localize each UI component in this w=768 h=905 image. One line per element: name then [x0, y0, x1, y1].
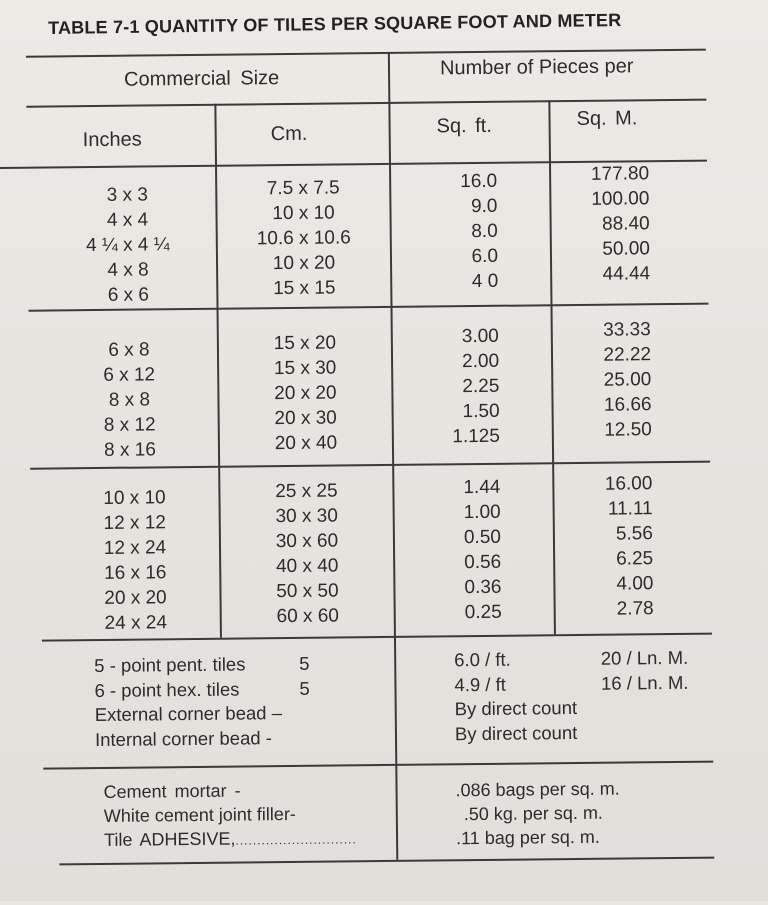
table-cell: 2.00 — [461, 350, 500, 373]
misc-value: By direct count — [454, 696, 578, 720]
table-cell: 4 x 4 — [106, 209, 149, 231]
table-cell: 25.00 — [603, 369, 652, 391]
table-cell: 20 x 30 — [274, 407, 337, 430]
table-cell: 16.00 — [604, 473, 653, 495]
material-label: Cement mortar - — [103, 780, 241, 802]
material-label: White cement joint filler- — [103, 803, 296, 826]
header-commercial-size: Commercial Size — [123, 67, 280, 91]
table-cell: 15 x 20 — [273, 332, 337, 355]
group-1-sqm — [557, 161, 650, 287]
table-cell: 40 x 40 — [275, 555, 339, 578]
misc-value: 20 / Ln. M. — [600, 646, 689, 669]
table-cell: 0.36 — [464, 576, 502, 599]
material-value: .086 bags per sq. m. — [455, 778, 620, 801]
table-cell: 22.22 — [603, 344, 652, 366]
table-cell: 8 x 12 — [103, 414, 156, 436]
group-2-sqm — [559, 317, 652, 443]
table-cell: 100.00 — [591, 188, 650, 210]
table-cell: 10 x 10 — [103, 487, 166, 509]
table-cell: 1.125 — [452, 425, 500, 448]
table-cell: 50 x 50 — [276, 580, 339, 603]
table-cell: 0.50 — [463, 526, 502, 549]
table-cell: 5.56 — [615, 523, 654, 545]
misc-row — [95, 725, 385, 753]
group-2-inches — [59, 337, 200, 463]
material-value: .50 kg. per sq. m. — [463, 802, 603, 825]
table-cell: 10.6 x 10.6 — [256, 227, 351, 250]
group-3-sqm — [560, 471, 654, 622]
table-cell: 50.00 — [602, 238, 651, 260]
table-cell: 33.33 — [603, 319, 651, 341]
table-cell: 1.50 — [462, 400, 500, 423]
table-cell: 0.25 — [464, 601, 502, 624]
table-title: TABLE 7-1 QUANTITY OF TILES PER SQUARE FOOT AND METER — [48, 9, 622, 38]
group-1-sqft — [417, 169, 498, 295]
materials-left — [103, 777, 356, 852]
table-cell: 20 x 20 — [104, 587, 167, 609]
table-cell: 177.80 — [590, 163, 650, 185]
misc-label: Internal corner bead - — [94, 726, 273, 750]
table-cell: 16.66 — [603, 394, 652, 416]
table-cell: 8 x 16 — [103, 439, 156, 461]
group-2-sqft — [419, 324, 500, 450]
table-cell: 8.0 — [471, 220, 498, 243]
material-row — [104, 825, 357, 852]
misc-value: By direct count — [454, 721, 578, 744]
table-cell: 12 x 24 — [103, 537, 167, 559]
misc-value: 16 / Ln. M. — [600, 671, 689, 694]
table-cell: 20 x 20 — [274, 382, 337, 405]
rule-header-split — [26, 99, 706, 108]
table-cell: 11.11 — [607, 498, 653, 520]
table-cell: 0.56 — [464, 551, 502, 574]
rule-vertical-main — [388, 52, 398, 860]
misc-items-mid — [454, 647, 577, 746]
table-cell: 25 x 25 — [275, 480, 338, 503]
group-1-cm — [233, 175, 374, 301]
table-cell: 30 x 30 — [275, 505, 338, 528]
group-2-cm — [235, 330, 376, 456]
rule-vertical-inch-cm — [214, 104, 222, 638]
rule-vertical-sqft-sqm — [548, 100, 556, 634]
table-cell: 20 x 40 — [274, 432, 338, 455]
misc-row — [95, 700, 385, 728]
misc-row — [94, 676, 384, 704]
table-cell: 15 x 30 — [273, 357, 337, 380]
misc-label: 6 - point hex. tiles — [94, 678, 240, 701]
group-3-cm — [236, 478, 378, 629]
table-cell: 2.25 — [462, 375, 500, 398]
misc-num: 5 — [299, 652, 310, 674]
header-number-of-pieces: Number of Pieces per — [439, 55, 634, 80]
materials-right — [455, 777, 620, 851]
header-inches: Inches — [82, 128, 142, 152]
table-cell: 6 x 6 — [107, 284, 150, 306]
table-cell: 4.00 — [616, 573, 654, 595]
table-cell: 24 x 24 — [104, 612, 168, 634]
table-cell: 7.5 x 7.5 — [266, 177, 340, 200]
misc-label: 5 - point pent. tiles — [94, 653, 246, 677]
table-cell: 2.78 — [616, 598, 654, 620]
misc-value: 4.9 / ft — [454, 673, 506, 695]
misc-row — [94, 651, 384, 679]
misc-label: External corner bead – — [94, 702, 283, 726]
table-cell: 60 x 60 — [276, 605, 340, 628]
material-value: .11 bag per sq. m. — [455, 826, 600, 849]
table-cell: 3.00 — [461, 325, 499, 348]
table-cell: 3 x 3 — [106, 184, 149, 206]
table-cell: 15 x 15 — [273, 277, 336, 300]
table-cell: 16 x 16 — [103, 562, 167, 584]
table-cell: 88.40 — [601, 213, 650, 235]
table-cell: 30 x 60 — [275, 530, 339, 553]
header-cm: Cm. — [270, 122, 308, 146]
misc-num: 5 — [299, 677, 310, 699]
misc-items-left — [94, 651, 385, 752]
table-cell: 44.44 — [602, 263, 651, 285]
table-cell: 10 x 10 — [272, 202, 335, 225]
material-label: Tile ADHESIVE, — [103, 828, 236, 850]
misc-items-right — [562, 646, 689, 696]
rule-misc — [43, 761, 713, 770]
group-3-inches — [64, 485, 206, 636]
table-cell: 6 x 12 — [103, 364, 156, 386]
table-cell: 1.00 — [463, 501, 501, 524]
table-cell: 12.50 — [604, 419, 652, 441]
table-cell: 6.0 — [471, 245, 499, 268]
header-sq-m: Sq. M. — [576, 107, 638, 130]
table-cell: 4 ¼ x 4 ¼ — [85, 234, 170, 257]
rule-bottom — [59, 857, 714, 866]
table-cell: 16.0 — [460, 170, 498, 193]
table-cell: 1.44 — [463, 476, 501, 499]
table-cell: 10 x 20 — [272, 252, 336, 275]
table-cell: 4 x 8 — [107, 259, 149, 281]
table-cell: 6.25 — [616, 548, 654, 570]
misc-value: 6.0 / ft. — [454, 648, 511, 671]
dotted-leader: ............................ — [235, 832, 357, 848]
table-cell: 8 x 8 — [108, 389, 151, 411]
header-sq-ft: Sq. ft. — [436, 114, 492, 138]
group-3-sqft — [420, 475, 502, 626]
table-cell: 6 x 8 — [108, 339, 150, 361]
table-cell: 9.0 — [470, 195, 498, 218]
table-cell: 4 0 — [471, 270, 499, 293]
table-cell: 12 x 12 — [103, 512, 167, 534]
group-1-inches — [57, 182, 198, 308]
